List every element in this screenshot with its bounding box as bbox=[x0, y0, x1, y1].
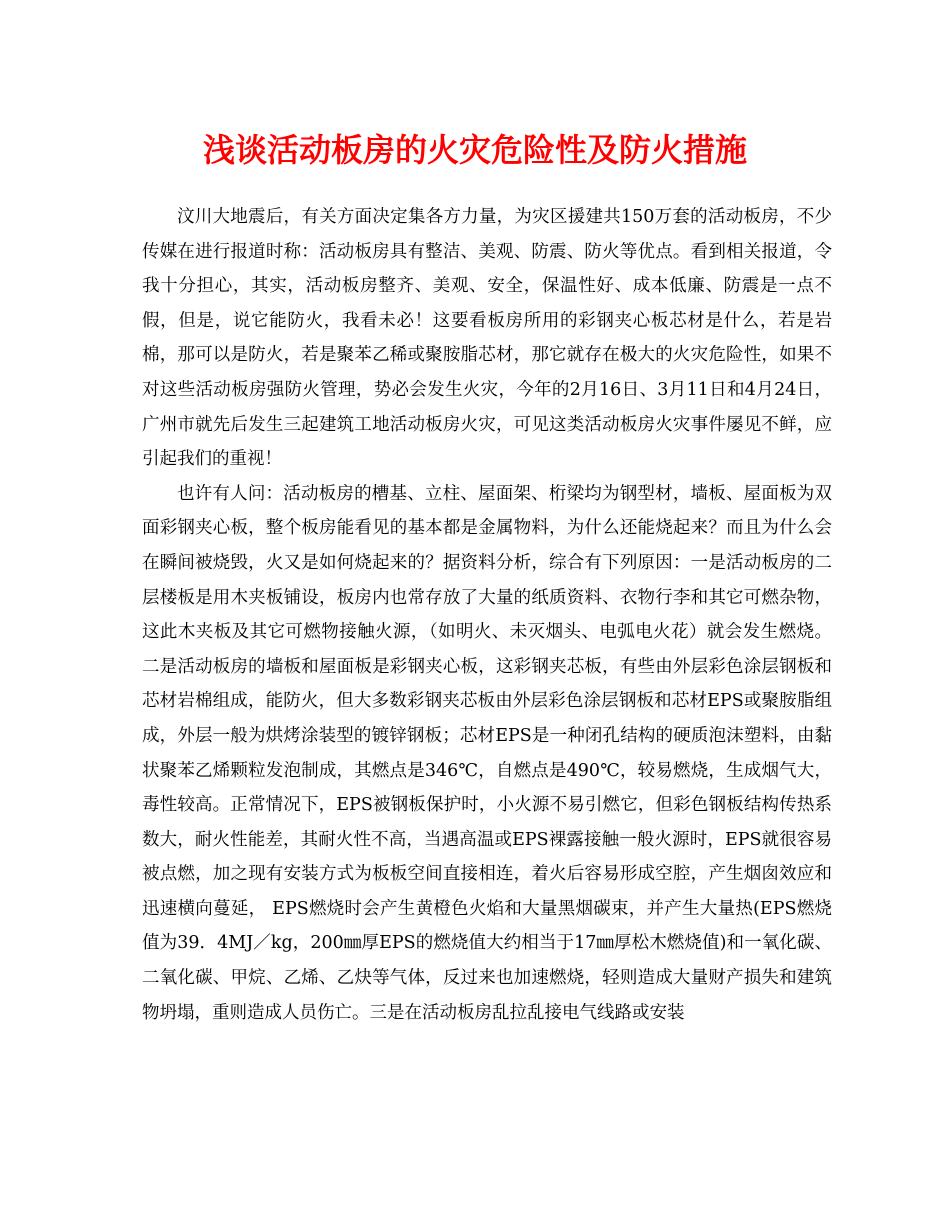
document-title: 浅谈活动板房的火灾危险性及防火措施 bbox=[202, 131, 747, 169]
paragraph-1: 汶川大地震后，有关方面决定集各方力量，为灾区援建共150万套的活动板房，不少传媒在进行报道时称：活动板房具有整洁、美观、防震、防火等优点。看到相关报道，令我十分担心，其实，活动板房整齐、美观、安全，保温性好、成本低廉、防震是一点不假，但是，说它能防火，我看未必！这要看板房所用的彩钢夹心板芯材是什么，若是岩棉，那可以是防火，若是聚苯乙稀或聚胺脂芯材，那它就存在极大的火灾危险性，如果不对这些活动板房强防火管理，势必会发生火灾，今年的2月16日、3月11日和4月24日，广州市就先后发生三起建筑工地活动板房火灾，可见这类活动板房火灾事件屡见不鲜，应引起我们的重视！ bbox=[142, 207, 832, 470]
document-body bbox=[142, 200, 832, 1030]
paragraph-2: 也许有人问：活动板房的槽基、立柱、屋面架、桁梁均为钢型材，墙板、屋面板为双面彩钢夹心板，整个板房能看见的基本都是金属物料，为什么还能烧起来？而且为什么会在瞬间被烧毁，火又是如何烧起来的？据资料分析，综合有下列原因：一是活动板房的二层楼板是用木夹板铺设，板房内也常存放了大量的纸质资料、衣物行李和其它可燃杂物，这此木夹板及其它可燃物接触火源，（如明火、未灭烟头、电弧电火花）就会发生燃烧。二是活动板房的墙板和屋面板是彩钢夹心板，这彩钢夹芯板，有些由外层彩色涂层钢板和芯材岩棉组成，能防火，但大多数彩钢夹芯板由外层彩色涂层钢板和芯材EPS或聚胺脂组成，外层一般为烘烤涂装型的镀锌钢板；芯材EPS是一种闭孔结构的硬质泡沫塑料，由黏状聚苯乙烯颗粒发泡制成，其燃点是346℃，自燃点是490℃，较易燃烧，生成烟气大，毒性较高。正常情况下，EPS被钢板保护时，小火源不易引燃它，但彩色钢板结构传热系数大，耐火性能差，其耐火性不高，当遇高温或EPS裸露接触一般火源时，EPS就很容易被点燃，加之现有安装方式为板板空间直接相连，着火后容易形成空腔，产生烟囱效应和迅速横向蔓延， EPS燃烧时会产生黄橙色火焰和大量黑烟碳束，并产生大量热(EPS燃烧值为39．4MJ／kg，200㎜厚EPS的燃烧值大约相当于17㎜厚松木燃烧值)和一氧化碳、二氧化碳、甲烷、乙烯、乙炔等气体，反过来也加速燃烧，轻则造成大量财产损失和建筑物坍塌，重则造成人员伤亡。三是在活动板房乱拉乱接电气线路或安装 bbox=[142, 483, 832, 1023]
